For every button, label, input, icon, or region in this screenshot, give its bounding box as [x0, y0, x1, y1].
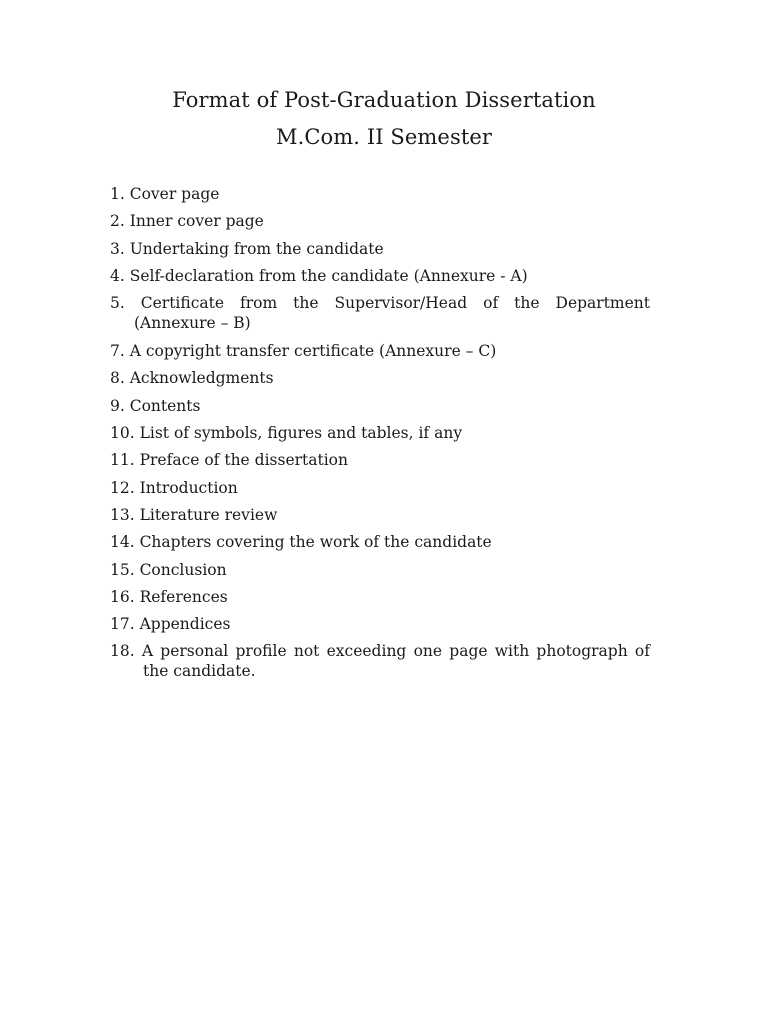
list-item: [110, 641, 650, 689]
list-item: 17. Appendices: [110, 615, 231, 634]
list-item-continuation: (Annexure – B): [134, 314, 251, 333]
list-item: [110, 293, 650, 341]
list-item: 7. A copyright transfer certificate (Annexure – C): [110, 342, 497, 361]
list-item: 2. Inner cover page: [110, 212, 264, 231]
document-title: Format of Post-Graduation Dissertation: [172, 88, 596, 112]
list-item: 11. Preface of the dissertation: [110, 451, 348, 470]
list-item: 4. Self-declaration from the candidate (Annexure - A): [110, 266, 528, 285]
list-item-line: 18. A personal profile not exceeding one page with photograph of: [110, 642, 650, 661]
list-item: 9. Contents: [110, 396, 201, 415]
document-subtitle: M.Com. II Semester: [275, 125, 493, 149]
list-item-continuation: the candidate.: [143, 662, 256, 681]
list-item: 8. Acknowledgments: [110, 369, 274, 388]
contents-list: [110, 184, 650, 689]
list-item-line: 5. Certificate from the Supervisor/Head of the Department: [110, 294, 650, 313]
list-item: 3. Undertaking from the candidate: [110, 239, 384, 258]
list-item: 14. Chapters covering the work of the candidate: [110, 533, 492, 552]
list-item: 12. Introduction: [110, 478, 238, 497]
list-item: 15. Conclusion: [110, 560, 227, 579]
list-item: 1. Cover page: [110, 185, 220, 203]
list-item: 16. References: [110, 587, 228, 606]
list-item: 10. List of symbols, figures and tables, if any: [110, 424, 463, 443]
list-item: 13. Literature review: [110, 505, 278, 524]
